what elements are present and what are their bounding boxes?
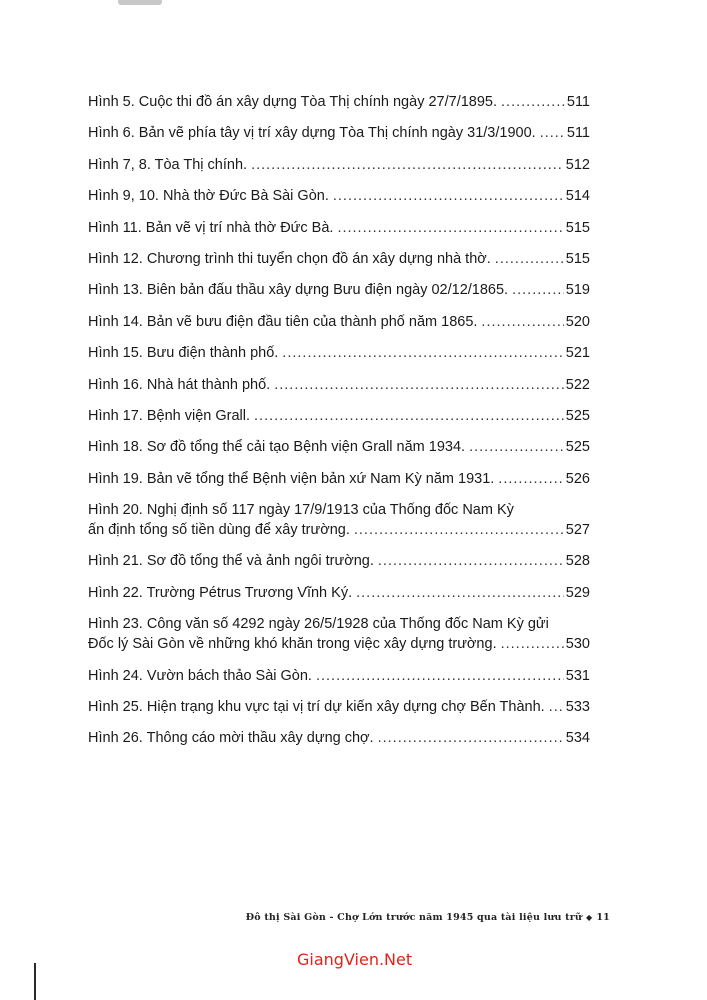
dot-leader: [512, 280, 564, 300]
toc-entry-title: ấn định tổng số tiền dùng để xây trường.: [88, 522, 350, 539]
dot-leader: [498, 469, 564, 489]
toc-entry-page: 519: [565, 282, 590, 299]
toc-entry: [88, 280, 590, 300]
page-number: 11: [596, 912, 610, 923]
dot-leader: [274, 375, 564, 395]
toc-entry-page: 527: [565, 522, 590, 539]
page-footer: [246, 912, 610, 923]
diamond-icon: ◆: [586, 912, 593, 922]
toc-entry: [88, 437, 590, 457]
binding-edge: [34, 963, 36, 1000]
toc-entry-title: Hình 13. Biên bản đấu thầu xây dựng Bưu điện ngày 02/12/1865.: [88, 282, 509, 299]
toc-entry-page: 515: [565, 219, 590, 236]
dot-leader: [469, 437, 564, 457]
toc-entry-title: Hình 5. Cuộc thi đồ án xây dựng Tòa Thị chính ngày 27/7/1895.: [88, 94, 498, 110]
toc-entry-title: Hình 11. Bản vẽ vị trí nhà thờ Đức Bà.: [88, 219, 334, 236]
dot-leader: [495, 249, 564, 269]
toc-entry: [88, 406, 590, 426]
dot-leader: [254, 406, 564, 426]
toc-entry-page: 514: [565, 188, 590, 205]
toc-entry-page: 512: [565, 156, 590, 173]
dot-leader: [501, 92, 565, 112]
toc-entry-title: Hình 25. Hiện trạng khu vực tại vị trí dự kiến xây dựng chợ Bến Thành.: [88, 699, 545, 716]
toc-entry-page: 528: [565, 553, 590, 570]
dot-leader: [354, 520, 564, 540]
toc-entry-title: Đốc lý Sài Gòn về những khó khăn trong việc xây dựng trường.: [88, 636, 497, 653]
toc-entry-title: Hình 16. Nhà hát thành phố.: [88, 376, 271, 393]
toc-entry-title: Hình 22. Trường Pétrus Trương Vĩnh Ký.: [88, 584, 353, 601]
dot-leader: [540, 123, 565, 143]
table-of-figures: [88, 92, 590, 760]
dot-leader: [316, 666, 564, 686]
toc-entry: [88, 343, 590, 363]
toc-entry: [88, 728, 590, 748]
dot-leader: [356, 583, 564, 603]
running-title: Đô thị Sài Gòn - Chợ Lớn trước năm 1945 qua tài liệu lưu trữ: [245, 912, 583, 923]
toc-entry-page: 525: [565, 407, 590, 424]
toc-entry-title: Hình 15. Bưu điện thành phố.: [88, 345, 279, 362]
toc-entry: [88, 500, 590, 540]
toc-entry-title-line: Hình 23. Công văn số 4292 ngày 26/5/1928 của Thống đốc Nam Kỳ gửi: [88, 616, 549, 633]
toc-entry-title: Hình 14. Bản vẽ bưu điện đầu tiên của thành phố năm 1865.: [88, 313, 478, 330]
toc-entry-page: 520: [565, 313, 590, 330]
toc-entry: [88, 186, 590, 206]
toc-entry: [88, 666, 590, 686]
toc-entry-title: Hình 9, 10. Nhà thờ Đức Bà Sài Gòn.: [88, 188, 329, 205]
dot-leader: [251, 155, 564, 175]
toc-entry-title: Hình 26. Thông cáo mời thầu xây dựng chợ.: [88, 730, 374, 747]
toc-entry-title: Hình 21. Sơ đồ tổng thể và ảnh ngôi trường.: [88, 553, 374, 570]
dot-leader: [333, 186, 564, 206]
toc-entry-page: 531: [565, 667, 590, 684]
dot-leader: [337, 218, 563, 238]
toc-entry: [88, 155, 590, 175]
toc-entry-page: 521: [565, 345, 590, 362]
toc-entry-page: 530: [565, 636, 590, 653]
toc-entry-title: Hình 17. Bệnh viện Grall.: [88, 407, 251, 424]
page-edge-mark: [118, 0, 162, 5]
toc-entry-page: 525: [565, 439, 590, 456]
toc-entry: [88, 218, 590, 238]
toc-entry-title: Hình 6. Bản vẽ phía tây vị trí xây dựng Tòa Thị chính ngày 31/3/1900.: [88, 125, 536, 142]
toc-entry: [88, 551, 590, 571]
toc-entry-page: 529: [565, 584, 590, 601]
dot-leader: [501, 634, 564, 654]
toc-entry-page: 526: [565, 470, 590, 487]
toc-entry-page: 534: [565, 730, 590, 747]
dot-leader: [378, 551, 564, 571]
toc-entry: [88, 92, 590, 112]
dot-leader: [549, 697, 564, 717]
toc-entry: [88, 123, 590, 143]
dot-leader: [481, 312, 563, 332]
watermark: GiangVien.Net: [297, 950, 413, 969]
toc-entry-page: 515: [565, 250, 590, 267]
toc-entry-title-line: Hình 20. Nghị định số 117 ngày 17/9/1913 của Thống đốc Nam Kỳ: [88, 502, 514, 519]
toc-entry: [88, 614, 590, 654]
toc-entry-page: 511: [566, 125, 590, 142]
toc-entry: [88, 375, 590, 395]
toc-entry: [88, 249, 590, 269]
toc-entry: [88, 583, 590, 603]
toc-entry: [88, 469, 590, 489]
toc-entry-page: 533: [565, 699, 590, 716]
toc-entry-page: 522: [565, 376, 590, 393]
toc-entry-title: Hình 24. Vườn bách thảo Sài Gòn.: [88, 667, 312, 684]
toc-entry-title: Hình 12. Chương trình thi tuyển chọn đồ án xây dựng nhà thờ.: [88, 250, 491, 267]
toc-entry-page: 511: [566, 94, 590, 110]
toc-entry-title: Hình 7, 8. Tòa Thị chính.: [88, 156, 248, 173]
dot-leader: [282, 343, 564, 363]
toc-entry-title: Hình 19. Bản vẽ tổng thể Bệnh viện bản xứ Nam Kỳ năm 1931.: [88, 470, 495, 487]
toc-entry: [88, 312, 590, 332]
toc-entry-title: Hình 18. Sơ đồ tổng thể cải tạo Bệnh viện Grall năm 1934.: [88, 439, 466, 456]
dot-leader: [378, 728, 564, 748]
toc-entry: [88, 697, 590, 717]
